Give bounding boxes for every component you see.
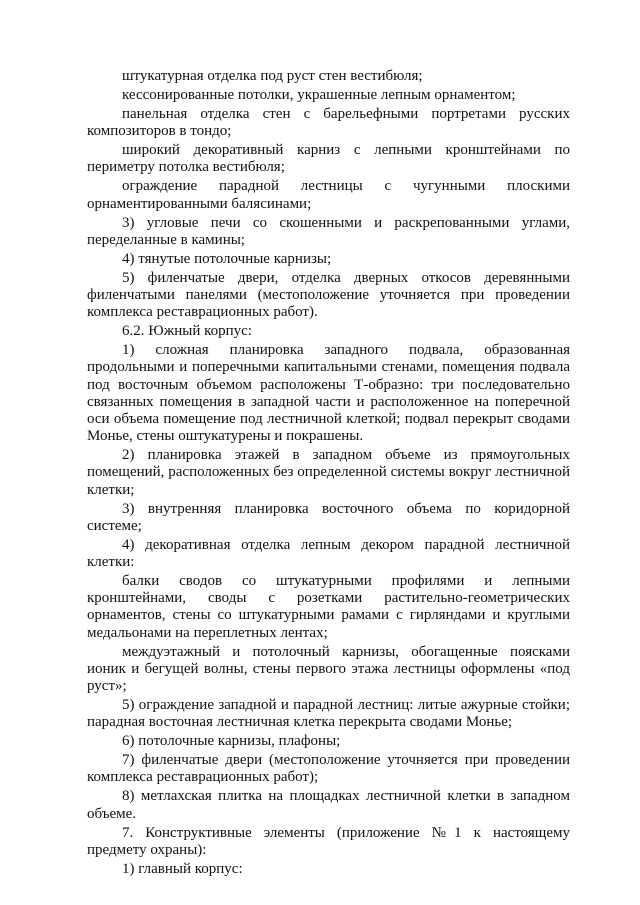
paragraph-corner-stoves: 3) угловые печи со скошенными и раскрепованными углами, переделанные в камины;	[87, 214, 570, 248]
paragraph-floor-layout: 2) планировка этажей в западном объеме из прямоугольных помещений, расположенных без определенной системы вокруг лестничной клетки;	[87, 447, 570, 498]
document-page	[87, 68, 570, 880]
paragraph-coffered-ceilings: кессонированные потолки, украшенные лепным орнаментом;	[122, 87, 516, 103]
paragraph-ceiling-plafonds: 6) потолочные карнизы, плафоны;	[122, 733, 341, 750]
paragraph-panel-doors: 5) филенчатые двери, отделка дверных откосов деревянными филенчатыми панелями (местоположение уточняется при проведении комплекса реставрационных работ).	[87, 269, 570, 321]
paragraph-decorative-cornice: широкий декоративный карниз с лепными кронштейнами по периметру потолка вестибюля;	[87, 142, 570, 176]
paragraph-panel-doors-south: 7) филенчатые двери (местоположение уточняется при проведении комплекса реставрационных работ);	[87, 752, 570, 786]
paragraph-stucco-finish: штукатурная отделка под руст стен вестибюля;	[122, 68, 423, 84]
section-heading-south-building: 6.2. Южный корпус:	[122, 323, 252, 340]
paragraph-main-building: 1) главный корпус:	[122, 860, 243, 877]
paragraph-wall-panels: панельная отделка стен с барельефными портретами русских композиторов в тондо;	[87, 106, 570, 140]
paragraph-stair-railings: 5) ограждение западной и парадной лестниц: литые ажурные стойки; парадная восточная лестничная клетка перекрыта сводами Монье;	[87, 697, 570, 731]
section-heading-structural-elements: 7. Конструктивные элементы (приложение №1 к настоящему предмету охраны):	[87, 824, 570, 858]
paragraph-stair-decor: 4) декоративная отделка лепным декором парадной лестничной клетки:	[87, 536, 570, 571]
paragraph-vault-beams: балки сводов со штукатурными профилями и лепными кронштейнами, своды с розетками растительно-геометрических орнаментов, стены со штукатурными рамами с гирляндами и круглыми медальонами на переплетных лентах;	[87, 573, 570, 641]
paragraph-metlakh-tile: 8) метлахская плитка на площадках лестничной клетки в западном объеме.	[87, 788, 570, 822]
paragraph-east-layout: 3) внутренняя планировка восточного объема по коридорной системе;	[87, 500, 570, 534]
paragraph-basement-layout: 1) сложная планировка западного подвала, образованная продольными и поперечными капитальными стенами, помещения подвала под восточным объемом расположены Т-образно: три последовательно связанных помещения в западной части и расположенное на поперечной оси объема помещение под лестничной клеткой; подвал перекрыт сводами Монье, стены оштукатурены и покрашены.	[87, 342, 570, 445]
paragraph-staircase-railing: ограждение парадной лестницы с чугунными плоскими орнаментированными балясинами;	[87, 178, 570, 212]
paragraph-interfloor-cornices: междуэтажный и потолочный карнизы, обогащенные поясками ионик и бегущей волны, стены первого этажа лестницы оформлены «под руст»;	[87, 643, 570, 695]
paragraph-ceiling-cornices: 4) тянутые потолочные карнизы;	[122, 250, 332, 267]
